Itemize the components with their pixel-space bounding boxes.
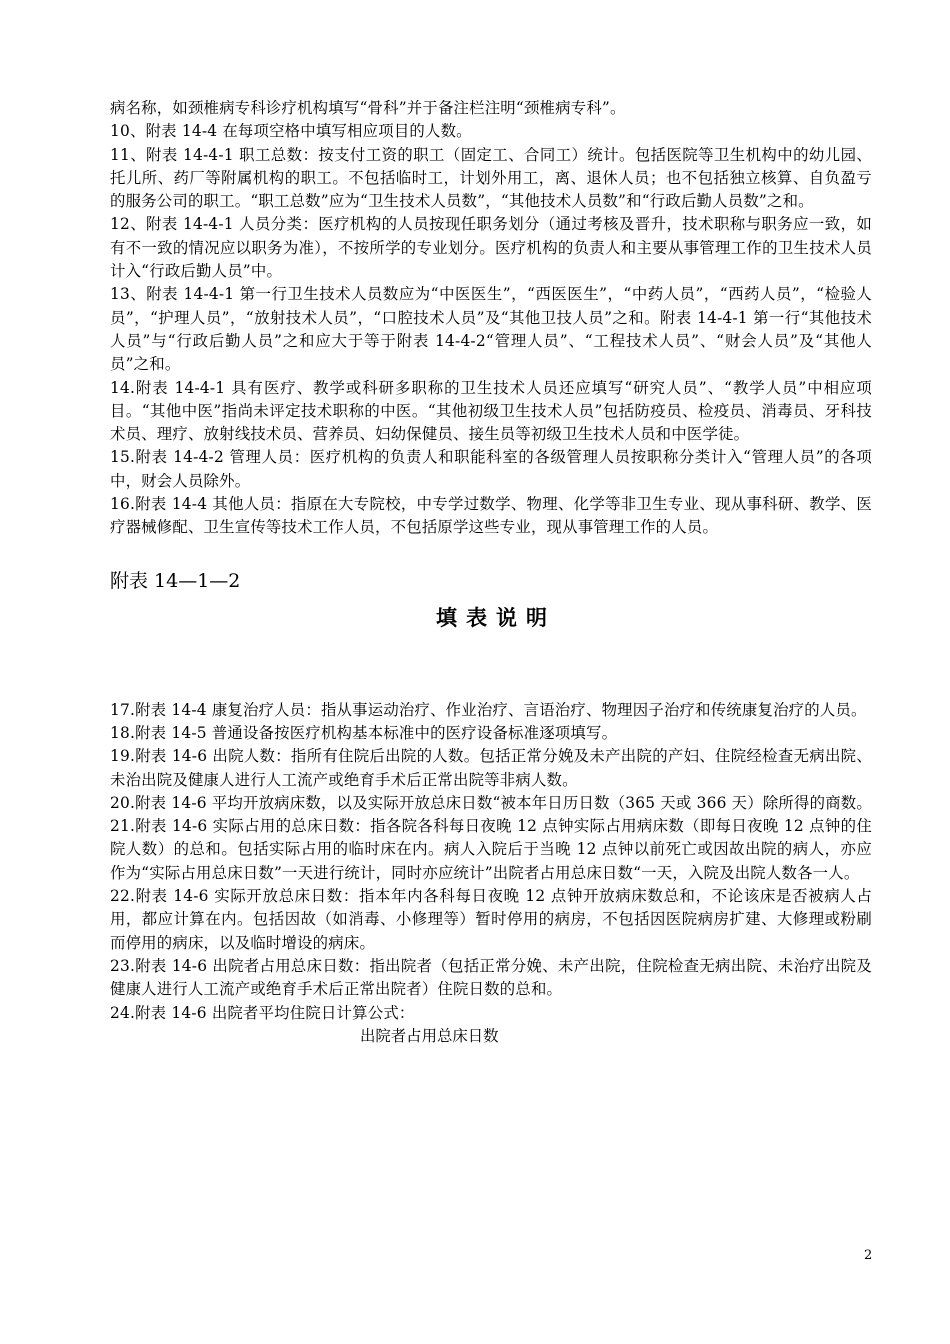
appendix-label: 附表 14—1—2	[110, 569, 241, 592]
paragraph: 19.附表 14-6 出院人数：指所有住院后出院的人数。包括正常分娩及未产出院的产妇、住院经检查无病出院、未治出院及健康人进行人工流产或绝育手术后正常出院等非病人数。	[110, 747, 872, 789]
paragraph: 20.附表 14-6 平均开放病床数，以及实际开放总床日数“被本年日历日数（365 天或 366 天）除所得的商数。	[110, 793, 872, 812]
paragraph: 21.附表 14-6 实际占用的总床日数：指各院各科每日夜晚 12 点钟实际占用病床数（即每日夜晚 12 点钟的住院人数）的总和。包括实际占用的临时床在内。病人入院后于当晚 12 点钟以前死亡或因故出院的病人，亦应作为“实际占用总床日数”一天进行统计，同时亦应统计”出院者占用总床日数“一天，入院及出院人数各一人。	[110, 817, 872, 882]
document-page	[110, 97, 872, 1048]
paragraphs-bottom	[110, 699, 872, 1025]
paragraph: 14.附表 14-4-1 具有医疗、教学或科研多职称的卫生技术人员还应填写“研究人员”、“教学人员”中相应项目。“其他中医”指尚未评定技术职称的中医。“其他初级卫生技术人员”包括防疫员、检疫员、消毒员、牙科技术员、理疗、放射线技术员、营养员、妇幼保健员、接生员等初级卫生技术人员和中医学徒。	[110, 378, 872, 444]
paragraph: 12、附表 14-4-1 人员分类：医疗机构的人员按现任职务划分（通过考核及晋升，技术职称与职务应一致，如有不一致的情况应以职务为准），不按所学的专业划分。医疗机构的负责人和主要从事管理工作的卫生技术人员计入“行政后勤人员”中。	[110, 215, 872, 281]
paragraph: 16.附表 14-4 其他人员：指原在大专院校，中专学过数学、物理、化学等非卫生专业、现从事科研、教学、医疗器械修配、卫生宣传等技术工作人员，不包括原学这些专业，现从事管理工作的人员。	[110, 495, 872, 537]
paragraph: 病名称，如颈椎病专科诊疗机构填写“骨科”并于备注栏注明“颈椎病专科”。	[110, 99, 626, 117]
page-number: 2	[864, 1248, 873, 1263]
spacer	[110, 633, 872, 699]
paragraph: 13、附表 14-4-1 第一行卫生技术人员数应为“中医医生”，“西医医生”，“中药人员”，“西药人员”，“检验人员”，“护理人员”，“放射技术人员”，“口腔技术人员”及“其他卫技人员”之和。附表 14-4-1 第一行“其他技术人员”与“行政后勤人员”之和应大于等于附表 14-4-2“管理人员”、“工程技术人员”、“财会人员”及“其他人员”之和。	[110, 285, 872, 374]
paragraph: 24.附表 14-6 出院者平均住院日计算公式：	[110, 1003, 415, 1022]
paragraph: 18.附表 14-5 普通设备按医疗机构基本标准中的医疗设备标准逐项填写。	[110, 723, 618, 742]
paragraph: 23.附表 14-6 出院者占用总床日数：指出院者（包括正常分娩、未产出院，住院检查无病出院、未治疗出院及健康人进行人工流产或绝育手术后正常出院者）住院日数的总和。	[110, 956, 872, 999]
paragraph: 11、附表 14-4-1 职工总数：按支付工资的职工（固定工、合同工）统计。包括医院等卫生机构中的幼儿园、托儿所、药厂等附属机构的职工。不包括临时工，计划外用工，离、退休人员；也不包括独立核算、自负盈亏的服务公司的职工。“职工总数”应为“卫生技术人员数”，“其他技术人员数”和“行政后勤人员数”之和。	[110, 145, 872, 211]
section-title: 填表说明	[436, 605, 556, 630]
formula-numerator: 出院者占用总床日数	[360, 1026, 499, 1045]
paragraph: 22.附表 14-6 实际开放总床日数：指本年内各科每日夜晚 12 点钟开放病床数总和，不论该床是否被病人占用，都应计算在内。包括因故（如消毒、小修理等）暂时停用的病房，不包括因医院病房扩建、大修理或粉刷而停用的病床，以及临时增设的病床。	[110, 887, 872, 952]
paragraph: 17.附表 14-4 康复治疗人员：指从事运动治疗、作业治疗、言语治疗、物理因子治疗和传统康复治疗的人员。	[110, 700, 867, 719]
paragraph: 15.附表 14-4-2 管理人员：医疗机构的负责人和职能科室的各级管理人员按职称分类计入“管理人员”的各项中，财会人员除外。	[110, 448, 872, 490]
paragraph: 10、附表 14-4 在每项空格中填写相应项目的人数。	[110, 122, 472, 141]
paragraphs-top	[110, 97, 872, 540]
